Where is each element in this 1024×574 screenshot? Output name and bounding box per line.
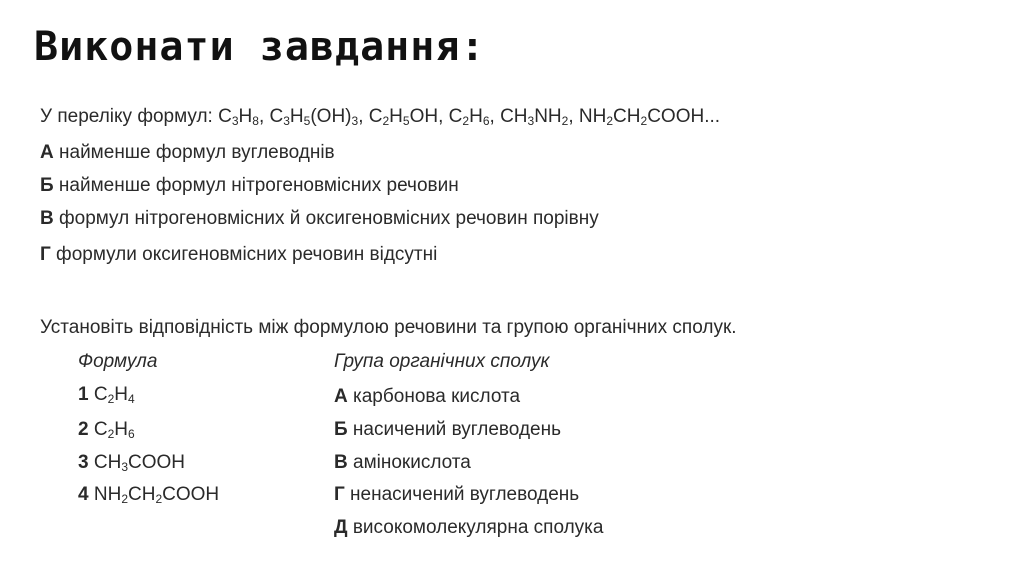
formula-value xyxy=(94,452,185,473)
task1-option-c xyxy=(40,208,599,230)
formula-subscript: 5 xyxy=(402,114,410,128)
formula-text: OH xyxy=(409,106,439,127)
item-number: 2 xyxy=(78,419,89,440)
formula-text: C xyxy=(93,419,108,440)
item-number: 3 xyxy=(78,452,89,473)
formula-value xyxy=(94,484,219,505)
option-letter: Г xyxy=(40,244,51,265)
formula-text: H xyxy=(238,106,253,127)
task2-instruction: Установіть відповідність між формулою речовини та групою органічних сполук. xyxy=(40,317,737,338)
formula-4 xyxy=(449,106,490,127)
formula-subscript: 6 xyxy=(482,114,490,128)
intro-text: У переліку формул: xyxy=(40,106,219,127)
formula-text: H xyxy=(114,419,129,440)
formula-text: C xyxy=(218,106,232,127)
option-text: формул нітрогеновмісних й оксигеновмісних речовин порівну xyxy=(53,208,599,229)
task1-intro xyxy=(40,106,720,128)
item-number: 1 xyxy=(78,384,89,405)
option-text: найменше формул вуглеводнів xyxy=(53,142,335,163)
formula-subscript: 2 xyxy=(462,114,470,128)
formula-subscript: 2 xyxy=(107,392,115,406)
group-item-a xyxy=(334,386,520,408)
formula-text: C xyxy=(448,106,463,127)
formula-item-2 xyxy=(78,419,135,441)
formula-subscript: 3 xyxy=(527,114,535,128)
separator: , xyxy=(438,106,449,127)
formula-text: H xyxy=(469,106,483,127)
formula-item-4 xyxy=(78,484,219,506)
option-letter: А xyxy=(334,386,348,407)
option-text: формули оксигеновмісних речовин відсутні xyxy=(50,244,438,265)
formula-subscript: 2 xyxy=(561,114,569,128)
formula-item-1 xyxy=(78,384,135,406)
formula-text: (OH) xyxy=(310,106,352,127)
formula-subscript: 2 xyxy=(107,427,115,441)
option-letter: Б xyxy=(40,175,54,196)
formula-text: COOH xyxy=(162,484,220,505)
option-text: найменше формул нітрогеновмісних речовин xyxy=(53,175,459,196)
option-letter: Д xyxy=(334,517,348,538)
formula-subscript: 2 xyxy=(382,114,390,128)
separator: , xyxy=(258,106,270,127)
option-text: ненасичений вуглеводень xyxy=(344,484,580,505)
formula-2 xyxy=(270,106,359,127)
formula-text: CH xyxy=(93,452,122,473)
formula-text: C xyxy=(368,106,383,127)
option-text: насичений вуглеводень xyxy=(347,419,561,440)
option-letter: В xyxy=(40,208,54,229)
task1-option-a xyxy=(40,142,335,164)
formula-subscript: 2 xyxy=(155,492,163,506)
formula-value xyxy=(94,384,135,405)
formula-6 xyxy=(579,106,704,127)
formula-subscript: 3 xyxy=(121,460,128,474)
option-text: карбонова кислота xyxy=(347,386,521,407)
group-column-header: Група органічних сполук xyxy=(334,351,550,372)
formula-subscript: 3 xyxy=(283,114,290,128)
group-item-d xyxy=(334,484,579,506)
formula-text: CH xyxy=(500,106,528,127)
option-letter: Б xyxy=(334,419,348,440)
formula-text: H xyxy=(114,384,129,405)
task1-option-b xyxy=(40,175,459,197)
separator: , xyxy=(358,106,369,127)
option-letter: А xyxy=(40,142,54,163)
formula-text: NH xyxy=(578,106,607,127)
formula-text: NH xyxy=(93,484,122,505)
formula-value xyxy=(94,419,135,440)
formula-text: H xyxy=(389,106,403,127)
item-number: 4 xyxy=(78,484,89,505)
formula-text: NH xyxy=(534,106,562,127)
option-text: високомолекулярна сполука xyxy=(347,517,604,538)
formula-subscript: 4 xyxy=(128,392,135,406)
option-letter: В xyxy=(334,452,348,473)
separator: , xyxy=(568,106,579,127)
formula-subscript: 2 xyxy=(640,114,648,128)
formula-text: H xyxy=(289,106,304,127)
formula-text: COOH xyxy=(128,452,185,473)
formula-1 xyxy=(218,106,259,127)
separator: ... xyxy=(704,106,721,127)
formula-text: COOH xyxy=(647,106,705,127)
group-item-e xyxy=(334,517,603,539)
group-item-b xyxy=(334,419,561,441)
page-title: Виконати завдання: xyxy=(34,24,486,70)
formula-subscript: 2 xyxy=(121,492,128,506)
formula-column-header: Формула xyxy=(78,351,158,372)
formula-subscript: 2 xyxy=(606,114,614,128)
group-item-c xyxy=(334,452,471,474)
option-letter: Г xyxy=(334,484,345,505)
formula-text: CH xyxy=(128,484,156,505)
separator: , xyxy=(489,106,501,127)
formula-subscript: 3 xyxy=(231,114,239,128)
option-text: амінокислота xyxy=(347,452,471,473)
task1-option-d xyxy=(40,244,437,266)
formula-subscript: 6 xyxy=(128,427,135,441)
formula-item-3 xyxy=(78,452,185,474)
formula-text: C xyxy=(269,106,284,127)
formula-3 xyxy=(369,106,438,127)
formula-text: CH xyxy=(613,106,641,127)
formula-subscript: 3 xyxy=(351,114,359,128)
formula-5 xyxy=(500,106,568,127)
formula-subscript: 8 xyxy=(252,114,259,128)
formula-text: C xyxy=(93,384,108,405)
formula-subscript: 5 xyxy=(303,114,311,128)
